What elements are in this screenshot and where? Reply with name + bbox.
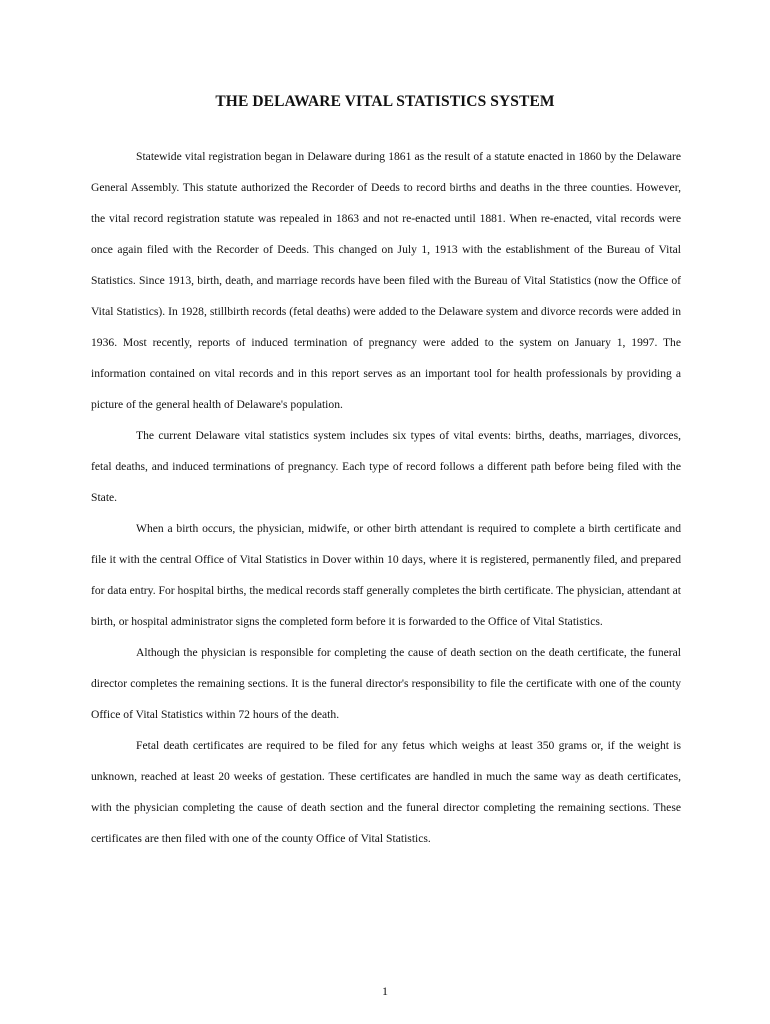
paragraph-vital-registration-history: Statewide vital registration began in Delaware during 1861 as the result of a statute enacted in 1860 by the Delaware General Assembly. This statute authorized the Recorder of Deeds to record births and deaths in the three counties. However, the vital record registration statute was repealed in 1863 and not re-enacted until 1881. When re-enacted, vital records were once again filed with the Recorder of Deeds. This changed on July 1, 1913 with the establishment of the Bureau of Vital Statistics. Since 1913, birth, death, and marriage records have been filed with the Bureau of Vital Statistics (now the Office of Vital Statistics). In 1928, stillbirth records (fetal deaths) were added to the Delaware system and divorce records were added in 1936. Most recently, reports of induced termination of pregnancy were added to the system on January 1, 1997. The information contained on vital records and in this report serves as an important tool for health professionals by providing a picture of the general health of Delaware's population.	[91, 150, 681, 411]
paragraph-fetal-death-certificates: Fetal death certificates are required to be filed for any fetus which weighs at least 350 grams or, if the weight is unknown, reached at least 20 weeks of gestation. These certificates are handled in much the same way as death certificates, with the physician completing the cause of death section and the funeral director completing the remaining sections. These certificates are then filed with one of the county Office of Vital Statistics.	[91, 739, 681, 845]
paragraph-birth-certificates: When a birth occurs, the physician, midwife, or other birth attendant is required to complete a birth certificate and file it with the central Office of Vital Statistics in Dover within 10 days, where it is registered, permanently filed, and prepared for data entry. For hospital births, the medical records staff generally completes the birth certificate. The physician, attendant at birth, or hospital administrator signs the completed form before it is forwarded to the Office of Vital Statistics.	[91, 522, 681, 628]
body-text	[91, 141, 681, 854]
page-number: 1	[382, 984, 388, 998]
paragraph-death-certificates: Although the physician is responsible for completing the cause of death section on the death certificate, the funeral director completes the remaining sections. It is the funeral director's responsibility to file the certificate with one of the county Office of Vital Statistics within 72 hours of the death.	[91, 646, 681, 721]
page-title: THE DELAWARE VITAL STATISTICS SYSTEM	[215, 93, 555, 110]
paragraph-vital-event-types: The current Delaware vital statistics system includes six types of vital events: births, deaths, marriages, divorces, fetal deaths, and induced terminations of pregnancy. Each type of record follows a different path before being filed with the State.	[91, 429, 681, 504]
